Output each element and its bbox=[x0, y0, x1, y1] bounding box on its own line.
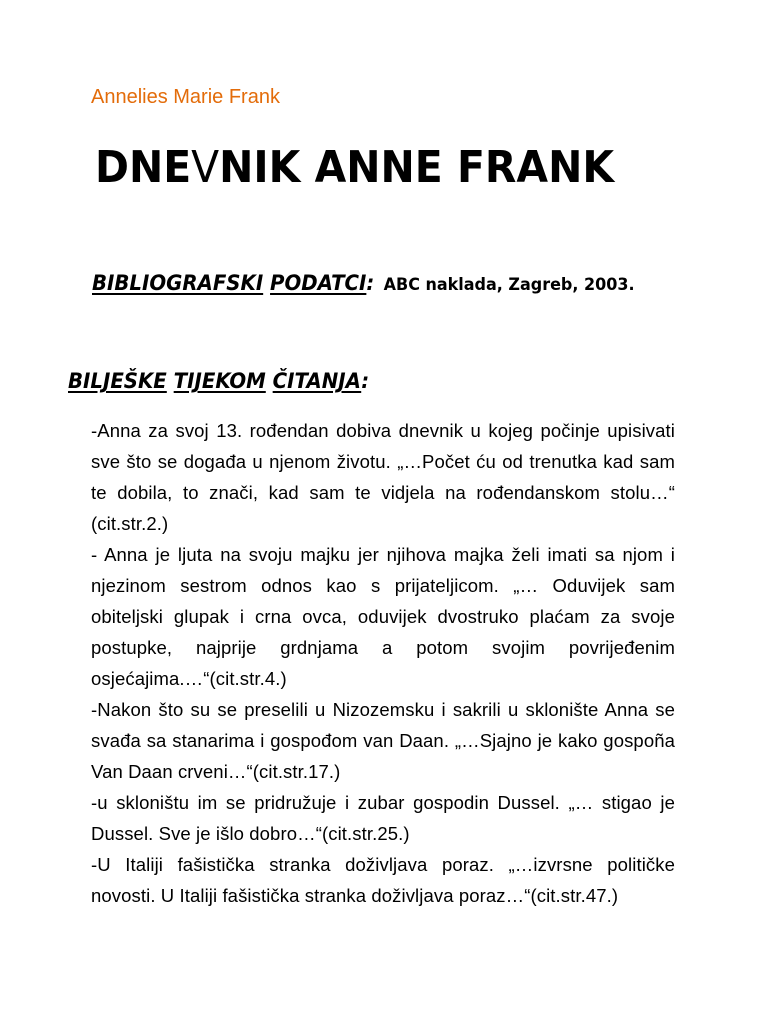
title-part-3: NIK ANNE FRANK bbox=[219, 142, 615, 193]
notes-body bbox=[91, 415, 675, 911]
bibliography-label-word-2: PODATCI bbox=[270, 271, 367, 295]
bibliography-line bbox=[92, 271, 635, 295]
title-part-1: DNE bbox=[95, 142, 192, 193]
note-paragraph: -Nakon što su se preselili u Nizozemsku i sakrili u sklonište Anna se svađa sa stanarima i gospođom van Daan. „…Sjajno je kako gospoña Van Daan crveni…“(cit.str.17.) bbox=[91, 699, 675, 782]
bibliography-value: ABC naklada, Zagreb, 2003. bbox=[383, 275, 635, 295]
note-paragraph: -u skloništu im se pridružuje i zubar gospodin Dussel. „… stigao je Dussel. Sve je išlo dobro…“(cit.str.25.) bbox=[91, 792, 675, 844]
note-paragraph: -U Italiji fašistička stranka doživljava poraz. „…izvrsne političke novosti. U Italiji fašistička stranka doživljava poraz…“(cit.str.47.) bbox=[91, 854, 675, 906]
notes-heading-word-1: BILJEŠKE bbox=[68, 369, 167, 393]
notes-heading bbox=[68, 369, 369, 393]
note-paragraph: - Anna je ljuta na svoju majku jer njihova majka želi imati sa njom i njezinom sestrom odnos kao s prijateljicom. „… Oduvijek sam obiteljski glupak i crna ovca, oduvijek dvostruko plaćam za svoje postupke, najprije grdnjama a potom svojim povrijeđenim osjećajima.…“(cit.str.4.) bbox=[91, 544, 675, 689]
document-title bbox=[95, 142, 614, 193]
bibliography-label-colon: : bbox=[366, 271, 375, 295]
notes-heading-word-3: ČITANJA bbox=[272, 369, 362, 393]
notes-heading-colon: : bbox=[361, 369, 370, 393]
bibliography-label-word-1: BIBLIOGRAFSKI bbox=[92, 271, 264, 295]
note-paragraph: -Anna za svoj 13. rođendan dobiva dnevnik u kojeg počinje upisivati sve što se događa u njenom životu. „…Počet ću od trenutka kad sam te dobila, to znači, kad sam te vidjela na rođendanskom stolu…“ (cit.str.2.) bbox=[91, 420, 675, 534]
bibliography-label bbox=[92, 271, 374, 295]
title-part-2: V bbox=[191, 142, 220, 193]
author-name: Annelies Marie Frank bbox=[91, 86, 280, 108]
notes-heading-word-2: TIJEKOM bbox=[173, 369, 266, 393]
